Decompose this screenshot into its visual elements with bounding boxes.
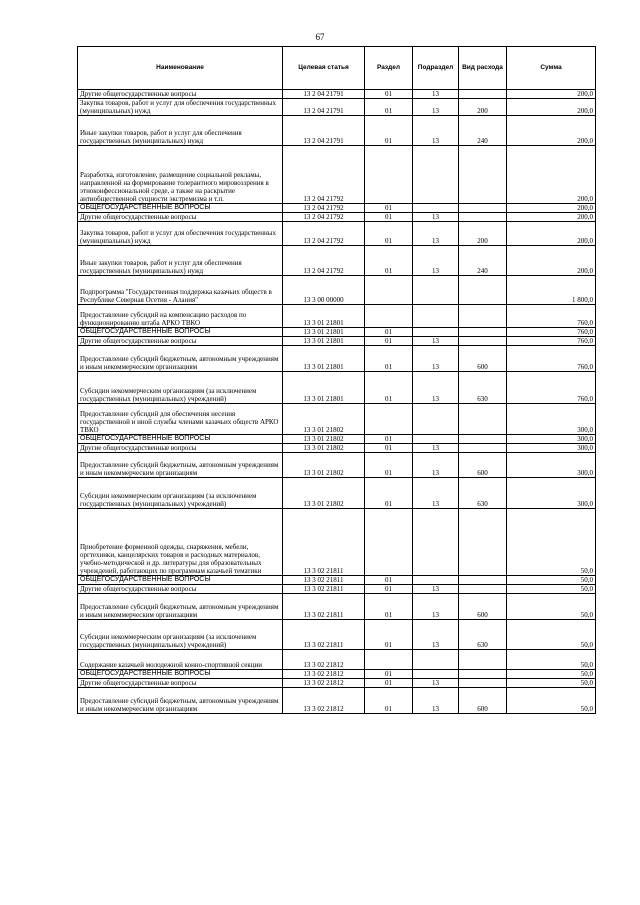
row-section bbox=[365, 276, 413, 305]
row-target: 13 3 01 21802 bbox=[283, 478, 365, 509]
row-amount: 300,0 bbox=[507, 444, 596, 453]
row-target: 13 3 02 21811 bbox=[283, 594, 365, 620]
row-subsection: 13 bbox=[413, 116, 459, 146]
row-amount: 50,0 bbox=[507, 620, 596, 650]
row-section: 01 bbox=[365, 90, 413, 99]
table-row bbox=[78, 305, 596, 328]
header-target: Целевая статья bbox=[283, 47, 365, 90]
row-target: 13 2 04 21792 bbox=[283, 246, 365, 276]
row-subsection: 13 bbox=[413, 620, 459, 650]
header-subsection: Подраздел bbox=[413, 47, 459, 90]
row-target: 13 3 01 21801 bbox=[283, 372, 365, 404]
row-name: Подпрограмма "Государственная поддержка казачьих обществ в Республике Северная Осетия - Алания" bbox=[78, 276, 283, 305]
row-subsection: 13 bbox=[413, 213, 459, 222]
row-name: Предоставление субсидий для обеспечения несения государственной и иной службы членами казачьих обществ АРКО ТВКО bbox=[78, 404, 283, 435]
header-section: Раздел bbox=[365, 47, 413, 90]
table-row bbox=[78, 204, 596, 213]
table-row bbox=[78, 372, 596, 404]
header-expense-type: Вид расхода bbox=[459, 47, 507, 90]
table-row bbox=[78, 435, 596, 444]
row-target: 13 2 04 21791 bbox=[283, 116, 365, 146]
row-target: 13 2 04 21792 bbox=[283, 222, 365, 246]
row-amount: 300,0 bbox=[507, 478, 596, 509]
table-row bbox=[78, 594, 596, 620]
row-name: ОБЩЕГОСУДАРСТВЕННЫЕ ВОПРОСЫ bbox=[78, 670, 283, 679]
row-target: 13 2 04 21791 bbox=[283, 99, 365, 116]
table-row bbox=[78, 328, 596, 337]
row-amount: 200,0 bbox=[507, 204, 596, 213]
row-section: 01 bbox=[365, 246, 413, 276]
row-name: ОБЩЕГОСУДАРСТВЕННЫЕ ВОПРОСЫ bbox=[78, 204, 283, 213]
row-expense-type: 600 bbox=[459, 453, 507, 478]
table-row bbox=[78, 650, 596, 670]
row-subsection: 13 bbox=[413, 478, 459, 509]
row-section: 01 bbox=[365, 585, 413, 594]
row-amount: 300,0 bbox=[507, 404, 596, 435]
table-row bbox=[78, 99, 596, 116]
row-section: 01 bbox=[365, 594, 413, 620]
row-target: 13 3 02 21811 bbox=[283, 509, 365, 576]
table-row bbox=[78, 688, 596, 714]
row-expense-type bbox=[459, 146, 507, 204]
row-expense-type bbox=[459, 444, 507, 453]
row-expense-type: 630 bbox=[459, 372, 507, 404]
row-amount: 200,0 bbox=[507, 116, 596, 146]
row-subsection: 13 bbox=[413, 99, 459, 116]
row-section: 01 bbox=[365, 679, 413, 688]
row-subsection bbox=[413, 204, 459, 213]
row-expense-type: 200 bbox=[459, 99, 507, 116]
row-section: 01 bbox=[365, 435, 413, 444]
table-row bbox=[78, 146, 596, 204]
row-amount: 760,0 bbox=[507, 337, 596, 346]
row-amount: 760,0 bbox=[507, 346, 596, 372]
row-name: Другие общегосударственные вопросы bbox=[78, 444, 283, 453]
row-target: 13 3 01 21801 bbox=[283, 337, 365, 346]
row-target: 13 3 02 21812 bbox=[283, 650, 365, 670]
row-subsection bbox=[413, 328, 459, 337]
row-amount: 200,0 bbox=[507, 90, 596, 99]
row-amount: 50,0 bbox=[507, 594, 596, 620]
row-name: ОБЩЕГОСУДАРСТВЕННЫЕ ВОПРОСЫ bbox=[78, 435, 283, 444]
row-name: Другие общегосударственные вопросы bbox=[78, 90, 283, 99]
row-target: 13 3 02 21811 bbox=[283, 585, 365, 594]
row-name: Содержание казачьей молодежной конно-спортивной секции bbox=[78, 650, 283, 670]
row-subsection: 13 bbox=[413, 585, 459, 594]
row-subsection: 13 bbox=[413, 337, 459, 346]
row-amount: 50,0 bbox=[507, 688, 596, 714]
row-amount: 200,0 bbox=[507, 213, 596, 222]
row-amount: 200,0 bbox=[507, 222, 596, 246]
row-target: 13 3 02 21811 bbox=[283, 620, 365, 650]
row-name: ОБЩЕГОСУДАРСТВЕННЫЕ ВОПРОСЫ bbox=[78, 328, 283, 337]
row-amount: 50,0 bbox=[507, 670, 596, 679]
row-name: Субсидии некоммерческим организациям (за исключением государственных (муниципальных) учреждений) bbox=[78, 620, 283, 650]
row-name: Приобретение форменной одежды, снаряжения, мебели, оргтехники, канцелярских товаров и расходных материалов, учебно-методической и др. литературы для образовательных учреждений, работающих по программам казачьей тематики bbox=[78, 509, 283, 576]
row-section: 01 bbox=[365, 453, 413, 478]
row-section: 01 bbox=[365, 620, 413, 650]
row-amount: 300,0 bbox=[507, 453, 596, 478]
table-row bbox=[78, 585, 596, 594]
row-amount: 760,0 bbox=[507, 305, 596, 328]
row-section: 01 bbox=[365, 576, 413, 585]
header-name: Наименование bbox=[78, 47, 283, 90]
row-section: 01 bbox=[365, 444, 413, 453]
table-row bbox=[78, 576, 596, 585]
row-target: 13 3 02 21812 bbox=[283, 670, 365, 679]
row-amount: 50,0 bbox=[507, 576, 596, 585]
row-target: 13 3 01 21802 bbox=[283, 453, 365, 478]
row-expense-type bbox=[459, 276, 507, 305]
row-section: 01 bbox=[365, 213, 413, 222]
row-subsection: 13 bbox=[413, 453, 459, 478]
row-expense-type bbox=[459, 679, 507, 688]
row-amount: 50,0 bbox=[507, 679, 596, 688]
row-section: 01 bbox=[365, 670, 413, 679]
table-row bbox=[78, 679, 596, 688]
row-expense-type bbox=[459, 404, 507, 435]
row-amount: 1 800,0 bbox=[507, 276, 596, 305]
row-name: Иные закупки товаров, работ и услуг для обеспечения государственных (муниципальных) нужд bbox=[78, 116, 283, 146]
row-subsection: 13 bbox=[413, 594, 459, 620]
row-target: 13 3 01 21801 bbox=[283, 346, 365, 372]
row-section bbox=[365, 509, 413, 576]
row-amount: 200,0 bbox=[507, 246, 596, 276]
row-amount: 50,0 bbox=[507, 650, 596, 670]
row-subsection: 13 bbox=[413, 246, 459, 276]
row-subsection bbox=[413, 404, 459, 435]
row-section bbox=[365, 650, 413, 670]
table-body bbox=[78, 90, 596, 714]
row-name: Другие общегосударственные вопросы bbox=[78, 679, 283, 688]
row-section: 01 bbox=[365, 337, 413, 346]
row-subsection: 13 bbox=[413, 688, 459, 714]
row-target: 13 3 02 21812 bbox=[283, 688, 365, 714]
row-amount: 760,0 bbox=[507, 328, 596, 337]
row-name: Разработка, изготовление, размещение социальной рекламы, направленной на формирование толерантного мировоззрения в этноконфессиональной среде, а также на раскрытие антиобщественной сущности экстремизма и т.п. bbox=[78, 146, 283, 204]
row-expense-type bbox=[459, 650, 507, 670]
row-subsection bbox=[413, 576, 459, 585]
row-expense-type: 600 bbox=[459, 346, 507, 372]
table-row bbox=[78, 90, 596, 99]
row-name: Предоставление субсидий бюджетным, автономным учреждениям и иным некоммерческим организациям bbox=[78, 594, 283, 620]
row-amount: 760,0 bbox=[507, 372, 596, 404]
row-name: Субсидии некоммерческим организациям (за исключением государственных (муниципальных) учреждений) bbox=[78, 372, 283, 404]
row-expense-type: 240 bbox=[459, 116, 507, 146]
header-amount: Сумма bbox=[507, 47, 596, 90]
row-name: Закупка товаров, работ и услуг для обеспечения государственных (муниципальных) нужд bbox=[78, 99, 283, 116]
row-subsection bbox=[413, 435, 459, 444]
row-section: 01 bbox=[365, 346, 413, 372]
row-name: Другие общегосударственные вопросы bbox=[78, 213, 283, 222]
row-name: Предоставление субсидий бюджетным, автономным учреждениям и иным некоммерческим организациям bbox=[78, 688, 283, 714]
row-section bbox=[365, 305, 413, 328]
budget-table bbox=[77, 46, 596, 714]
row-expense-type bbox=[459, 328, 507, 337]
row-subsection bbox=[413, 146, 459, 204]
table-row bbox=[78, 620, 596, 650]
row-subsection: 13 bbox=[413, 90, 459, 99]
row-expense-type bbox=[459, 213, 507, 222]
row-name: ОБЩЕГОСУДАРСТВЕННЫЕ ВОПРОСЫ bbox=[78, 576, 283, 585]
table-header bbox=[78, 47, 596, 90]
row-name: Другие общегосударственные вопросы bbox=[78, 585, 283, 594]
row-subsection: 13 bbox=[413, 222, 459, 246]
row-expense-type bbox=[459, 585, 507, 594]
row-target: 13 3 01 21802 bbox=[283, 444, 365, 453]
row-name: Иные закупки товаров, работ и услуг для обеспечения государственных (муниципальных) нужд bbox=[78, 246, 283, 276]
row-section bbox=[365, 146, 413, 204]
row-name: Предоставление субсидий бюджетным, автономным учреждениям и иным некоммерческим организациям bbox=[78, 346, 283, 372]
row-expense-type bbox=[459, 305, 507, 328]
row-subsection bbox=[413, 276, 459, 305]
table-row bbox=[78, 276, 596, 305]
table-row bbox=[78, 670, 596, 679]
row-expense-type: 240 bbox=[459, 246, 507, 276]
row-section: 01 bbox=[365, 99, 413, 116]
row-expense-type: 630 bbox=[459, 478, 507, 509]
row-expense-type bbox=[459, 509, 507, 576]
row-target: 13 3 01 21802 bbox=[283, 404, 365, 435]
table-row bbox=[78, 116, 596, 146]
row-subsection: 13 bbox=[413, 372, 459, 404]
row-expense-type: 600 bbox=[459, 594, 507, 620]
row-subsection bbox=[413, 650, 459, 670]
table-row bbox=[78, 509, 596, 576]
row-expense-type bbox=[459, 204, 507, 213]
row-expense-type bbox=[459, 337, 507, 346]
page-number: 67 bbox=[315, 32, 325, 42]
row-name: Закупка товаров, работ и услуг для обеспечения государственных (муниципальных) нужд bbox=[78, 222, 283, 246]
row-name: Другие общегосударственные вопросы bbox=[78, 337, 283, 346]
table-row bbox=[78, 213, 596, 222]
row-subsection bbox=[413, 509, 459, 576]
row-amount: 200,0 bbox=[507, 99, 596, 116]
row-section: 01 bbox=[365, 688, 413, 714]
table-row bbox=[78, 346, 596, 372]
row-section: 01 bbox=[365, 222, 413, 246]
row-section bbox=[365, 404, 413, 435]
row-expense-type bbox=[459, 670, 507, 679]
row-amount: 200,0 bbox=[507, 146, 596, 204]
row-name: Предоставление субсидий бюджетным, автономным учреждениям и иным некоммерческим организациям bbox=[78, 453, 283, 478]
row-target: 13 2 04 21791 bbox=[283, 90, 365, 99]
row-section: 01 bbox=[365, 204, 413, 213]
row-expense-type bbox=[459, 576, 507, 585]
row-expense-type: 630 bbox=[459, 620, 507, 650]
table-row bbox=[78, 478, 596, 509]
row-subsection: 13 bbox=[413, 444, 459, 453]
row-target: 13 2 04 21792 bbox=[283, 213, 365, 222]
row-section: 01 bbox=[365, 372, 413, 404]
table-row bbox=[78, 444, 596, 453]
row-target: 13 3 01 21801 bbox=[283, 328, 365, 337]
row-target: 13 3 02 21811 bbox=[283, 576, 365, 585]
row-subsection: 13 bbox=[413, 346, 459, 372]
row-name: Субсидии некоммерческим организациям (за исключением государственных (муниципальных) учреждений) bbox=[78, 478, 283, 509]
row-subsection bbox=[413, 305, 459, 328]
row-section: 01 bbox=[365, 116, 413, 146]
row-target: 13 3 00 00000 bbox=[283, 276, 365, 305]
row-name: Предоставление субсидий на компенсацию расходов по функционированию штаба АРКО ТВКО bbox=[78, 305, 283, 328]
row-target: 13 3 01 21802 bbox=[283, 435, 365, 444]
table-row bbox=[78, 222, 596, 246]
row-amount: 50,0 bbox=[507, 585, 596, 594]
row-target: 13 3 01 21801 bbox=[283, 305, 365, 328]
table-row bbox=[78, 337, 596, 346]
row-target: 13 3 02 21812 bbox=[283, 679, 365, 688]
row-amount: 50,0 bbox=[507, 509, 596, 576]
row-expense-type: 600 bbox=[459, 688, 507, 714]
table-row bbox=[78, 246, 596, 276]
row-amount: 300,0 bbox=[507, 435, 596, 444]
row-section: 01 bbox=[365, 328, 413, 337]
row-expense-type bbox=[459, 90, 507, 99]
row-expense-type bbox=[459, 435, 507, 444]
row-section: 01 bbox=[365, 478, 413, 509]
row-subsection bbox=[413, 670, 459, 679]
row-subsection: 13 bbox=[413, 679, 459, 688]
table-row bbox=[78, 453, 596, 478]
row-target: 13 2 04 21792 bbox=[283, 204, 365, 213]
table-row bbox=[78, 404, 596, 435]
row-expense-type: 200 bbox=[459, 222, 507, 246]
row-target: 13 2 04 21792 bbox=[283, 146, 365, 204]
